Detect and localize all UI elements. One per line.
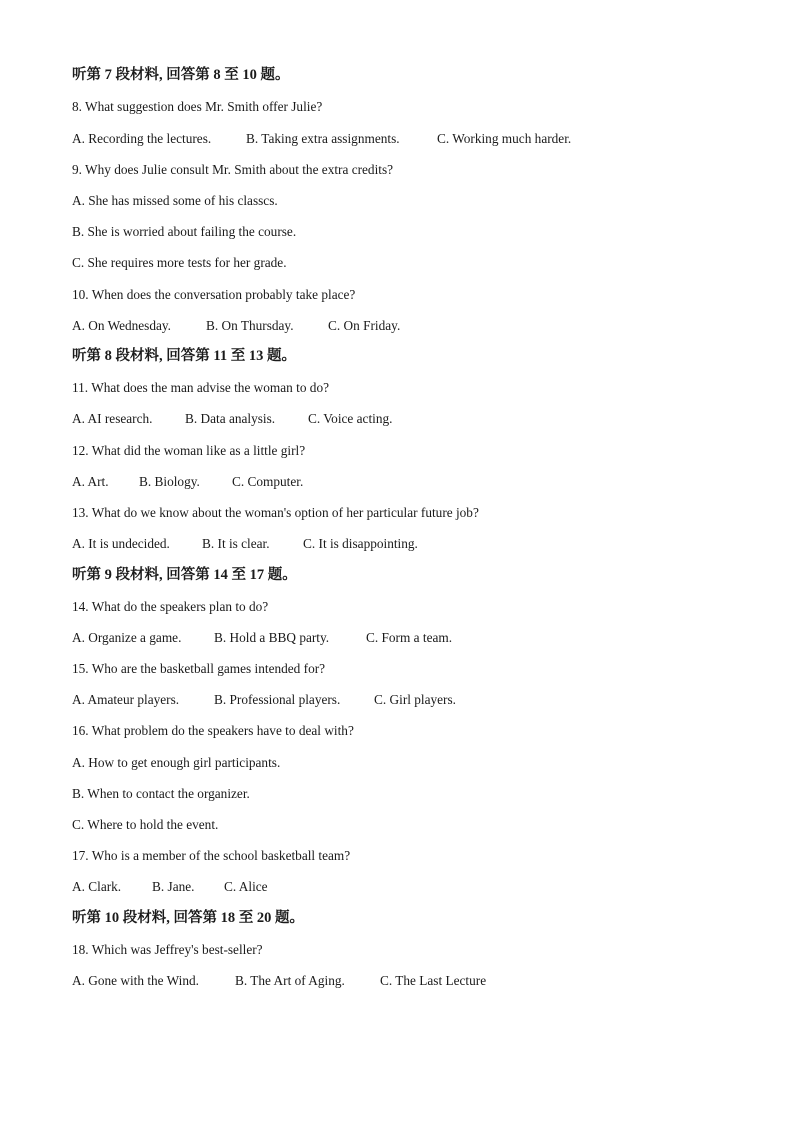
- option-c: C. She requires more tests for her grade.: [72, 255, 287, 270]
- question-text: 17. Who is a member of the school basketball team?: [72, 848, 351, 863]
- option-c: C. On Friday.: [328, 318, 401, 333]
- question-text: 12. What did the woman like as a little girl?: [72, 443, 306, 458]
- question-text: 10. When does the conversation probably take place?: [72, 287, 356, 302]
- option-a: A. On Wednesday.: [72, 318, 172, 333]
- option-c: C. Voice acting.: [308, 411, 393, 426]
- question-text: 14. What do the speakers plan to do?: [72, 599, 269, 614]
- option-a: A. How to get enough girl participants.: [72, 755, 281, 770]
- option-a: A. AI research.: [72, 411, 153, 426]
- option-b: B. Biology.: [139, 474, 200, 489]
- option-a: A. It is undecided.: [72, 536, 170, 551]
- question-text: 9. Why does Julie consult Mr. Smith about the extra credits?: [72, 162, 394, 177]
- option-row: [72, 411, 392, 427]
- option-row: [72, 536, 418, 552]
- option-a: A. Clark.: [72, 879, 122, 894]
- option-b: B. Jane.: [152, 879, 195, 894]
- option-b: B. The Art of Aging.: [235, 973, 345, 988]
- option-b: B. Taking extra assignments.: [246, 131, 400, 146]
- question-text: 8. What suggestion does Mr. Smith offer Julie?: [72, 99, 323, 114]
- option-b: B. On Thursday.: [206, 318, 294, 333]
- question-text: 16. What problem do the speakers have to deal with?: [72, 723, 354, 738]
- option-c: C. It is disappointing.: [303, 536, 418, 551]
- section-heading: 听第 8 段材料, 回答第 11 至 13 题。: [72, 348, 296, 364]
- option-c: C. Girl players.: [374, 692, 456, 707]
- option-b: B. Professional players.: [214, 692, 341, 707]
- option-b: B. It is clear.: [202, 536, 270, 551]
- question-text: 13. What do we know about the woman's option of her particular future job?: [72, 505, 479, 520]
- option-row: [72, 474, 303, 490]
- question-text: 11. What does the man advise the woman to do?: [72, 380, 330, 395]
- option-c: C. The Last Lecture: [380, 973, 487, 988]
- option-b: B. When to contact the organizer.: [72, 786, 250, 801]
- option-row: [72, 630, 452, 646]
- option-row: [72, 131, 571, 147]
- question-text: 18. Which was Jeffrey's best-seller?: [72, 942, 263, 957]
- option-c: C. Computer.: [232, 474, 304, 489]
- option-b: B. Hold a BBQ party.: [214, 630, 330, 645]
- question-text: 15. Who are the basketball games intended for?: [72, 661, 326, 676]
- option-c: C. Form a team.: [366, 630, 453, 645]
- option-c: C. Alice: [224, 879, 268, 894]
- option-b: B. She is worried about failing the course.: [72, 224, 297, 239]
- option-a: A. Gone with the Wind.: [72, 973, 200, 988]
- option-row: [72, 318, 400, 334]
- option-a: A. Recording the lectures.: [72, 131, 212, 146]
- option-row: [72, 692, 456, 708]
- option-a: A. Amateur players.: [72, 692, 180, 707]
- section-heading: 听第 10 段材料, 回答第 18 至 20 题。: [72, 910, 304, 926]
- section-heading: 听第 9 段材料, 回答第 14 至 17 题。: [72, 567, 297, 583]
- option-a: A. Art.: [72, 474, 109, 489]
- section-heading: 听第 7 段材料, 回答第 8 至 10 题。: [72, 67, 290, 83]
- option-b: B. Data analysis.: [185, 411, 276, 426]
- option-row: [72, 879, 268, 895]
- option-row: [72, 973, 486, 989]
- option-a: A. She has missed some of his classcs.: [72, 193, 278, 208]
- option-c: C. Where to hold the event.: [72, 817, 219, 832]
- option-c: C. Working much harder.: [437, 131, 572, 146]
- option-a: A. Organize a game.: [72, 630, 182, 645]
